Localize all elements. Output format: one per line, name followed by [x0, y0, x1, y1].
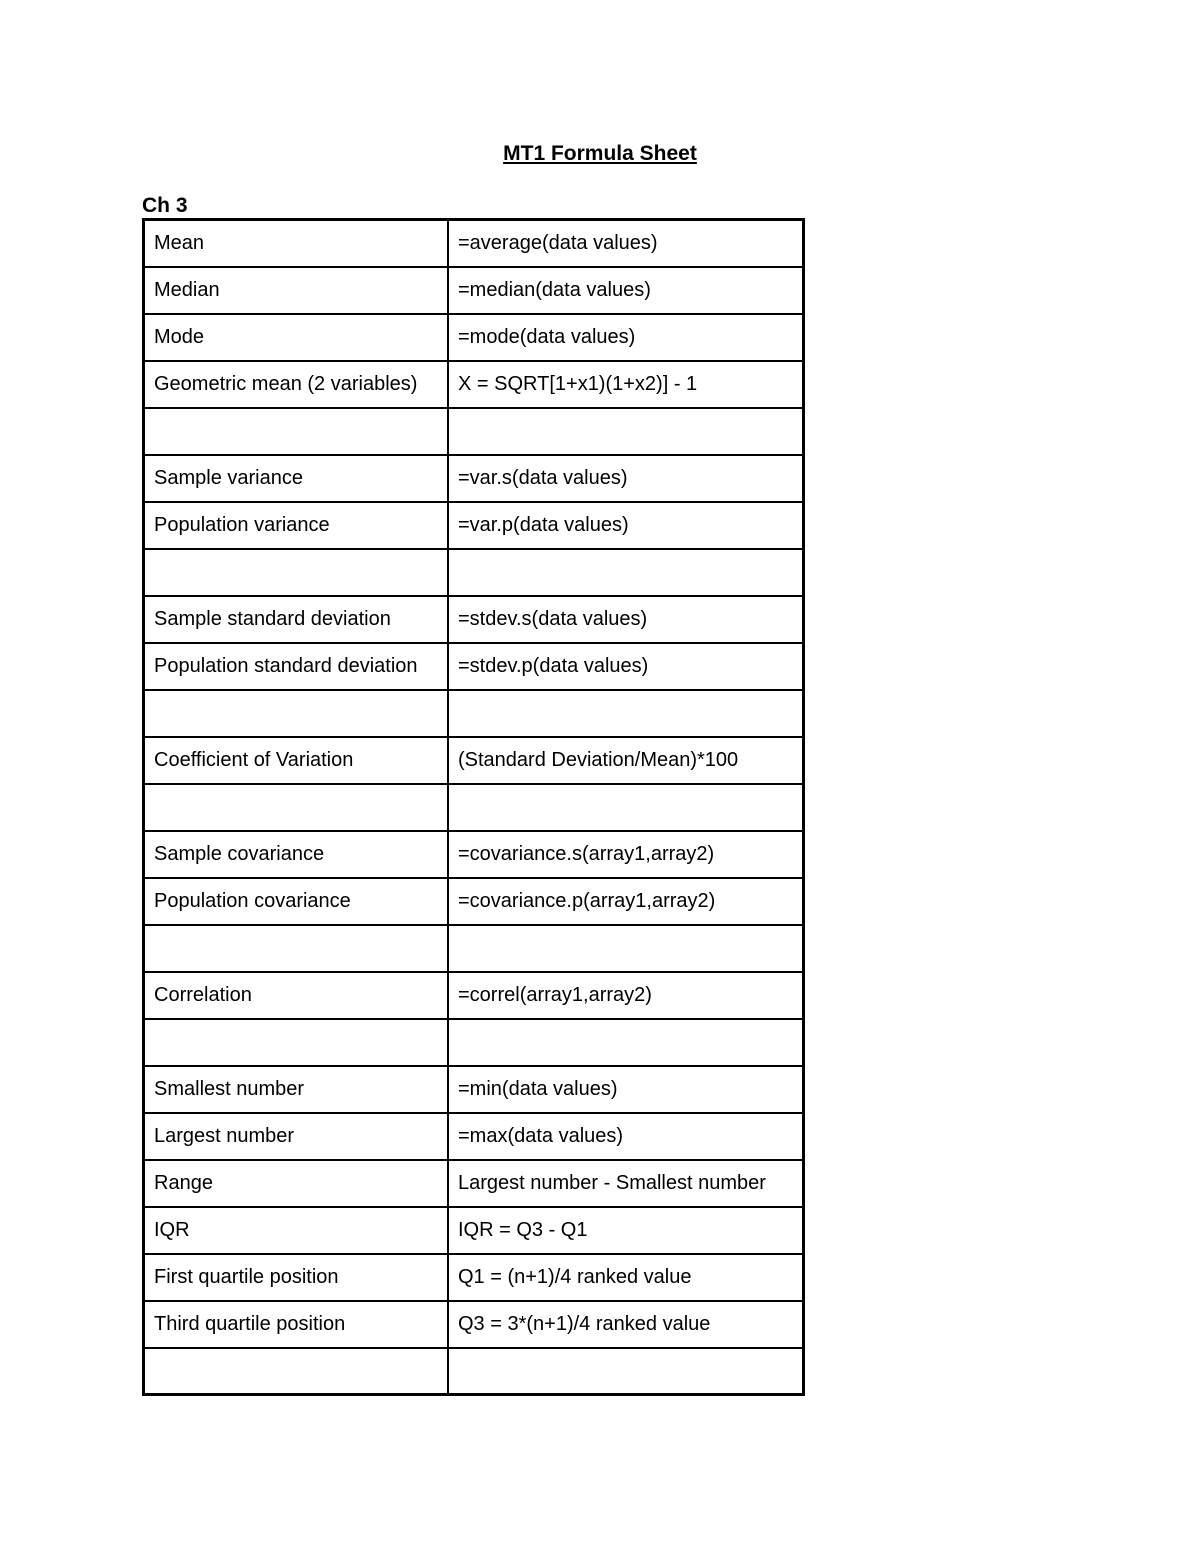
- row-name-cell: Sample variance: [144, 455, 449, 502]
- row-name-cell: Largest number: [144, 1113, 449, 1160]
- table-row: [144, 1207, 804, 1254]
- row-formula-cell: =average(data values): [448, 220, 804, 267]
- row-name-cell: Population variance: [144, 502, 449, 549]
- table-row: [144, 502, 804, 549]
- table-row: [144, 1160, 804, 1207]
- table-row: [144, 314, 804, 361]
- row-formula-cell: =covariance.s(array1,array2): [448, 831, 804, 878]
- table-row: [144, 1066, 804, 1113]
- row-formula-cell: =stdev.s(data values): [448, 596, 804, 643]
- document-title: MT1 Formula Sheet: [503, 142, 697, 165]
- row-formula-cell: =var.p(data values): [448, 502, 804, 549]
- row-name-cell: First quartile position: [144, 1254, 449, 1301]
- table-row: [144, 643, 804, 690]
- row-name-cell: Smallest number: [144, 1066, 449, 1113]
- table-row: [144, 361, 804, 408]
- row-formula-cell: =max(data values): [448, 1113, 804, 1160]
- row-name-cell: [144, 1019, 449, 1066]
- table-row: [144, 1301, 804, 1348]
- row-name-cell: Median: [144, 267, 449, 314]
- table-row-empty: [144, 690, 804, 737]
- row-name-cell: Geometric mean (2 variables): [144, 361, 449, 408]
- row-formula-cell: Largest number - Smallest number: [448, 1160, 804, 1207]
- table-row-empty: [144, 408, 804, 455]
- row-name-cell: [144, 925, 449, 972]
- row-formula-cell: =median(data values): [448, 267, 804, 314]
- row-formula-cell: [448, 690, 804, 737]
- section-heading: Ch 3: [142, 194, 188, 217]
- row-name-cell: Mode: [144, 314, 449, 361]
- row-name-cell: Range: [144, 1160, 449, 1207]
- row-name-cell: [144, 549, 449, 596]
- table-row-empty: [144, 1019, 804, 1066]
- row-formula-cell: =var.s(data values): [448, 455, 804, 502]
- row-formula-cell: [448, 784, 804, 831]
- row-name-cell: [144, 1348, 449, 1395]
- formula-table-body: [144, 220, 804, 1395]
- row-name-cell: [144, 408, 449, 455]
- table-row: [144, 878, 804, 925]
- row-name-cell: Population covariance: [144, 878, 449, 925]
- row-formula-cell: (Standard Deviation/Mean)*100: [448, 737, 804, 784]
- table-row: [144, 831, 804, 878]
- row-formula-cell: X = SQRT[1+x1)(1+x2)] - 1: [448, 361, 804, 408]
- row-name-cell: Sample standard deviation: [144, 596, 449, 643]
- table-row: [144, 1254, 804, 1301]
- table-row: [144, 455, 804, 502]
- table-row: [144, 737, 804, 784]
- row-formula-cell: [448, 549, 804, 596]
- table-row-empty: [144, 784, 804, 831]
- row-formula-cell: IQR = Q3 - Q1: [448, 1207, 804, 1254]
- table-row: [144, 596, 804, 643]
- table-row-empty: [144, 1348, 804, 1395]
- row-name-cell: [144, 690, 449, 737]
- row-name-cell: Population standard deviation: [144, 643, 449, 690]
- row-name-cell: Mean: [144, 220, 449, 267]
- row-name-cell: Third quartile position: [144, 1301, 449, 1348]
- table-row: [144, 972, 804, 1019]
- row-formula-cell: Q3 = 3*(n+1)/4 ranked value: [448, 1301, 804, 1348]
- table-row: [144, 267, 804, 314]
- row-formula-cell: =covariance.p(array1,array2): [448, 878, 804, 925]
- row-formula-cell: =correl(array1,array2): [448, 972, 804, 1019]
- table-row-empty: [144, 549, 804, 596]
- row-formula-cell: [448, 1019, 804, 1066]
- table-row: [144, 220, 804, 267]
- row-formula-cell: =min(data values): [448, 1066, 804, 1113]
- row-formula-cell: [448, 1348, 804, 1395]
- row-formula-cell: =mode(data values): [448, 314, 804, 361]
- formula-table: [142, 218, 805, 1396]
- row-name-cell: Sample covariance: [144, 831, 449, 878]
- row-formula-cell: =stdev.p(data values): [448, 643, 804, 690]
- row-name-cell: Correlation: [144, 972, 449, 1019]
- row-name-cell: IQR: [144, 1207, 449, 1254]
- row-formula-cell: [448, 408, 804, 455]
- table-row: [144, 1113, 804, 1160]
- table-row-empty: [144, 925, 804, 972]
- row-name-cell: Coefficient of Variation: [144, 737, 449, 784]
- row-formula-cell: Q1 = (n+1)/4 ranked value: [448, 1254, 804, 1301]
- row-formula-cell: [448, 925, 804, 972]
- row-name-cell: [144, 784, 449, 831]
